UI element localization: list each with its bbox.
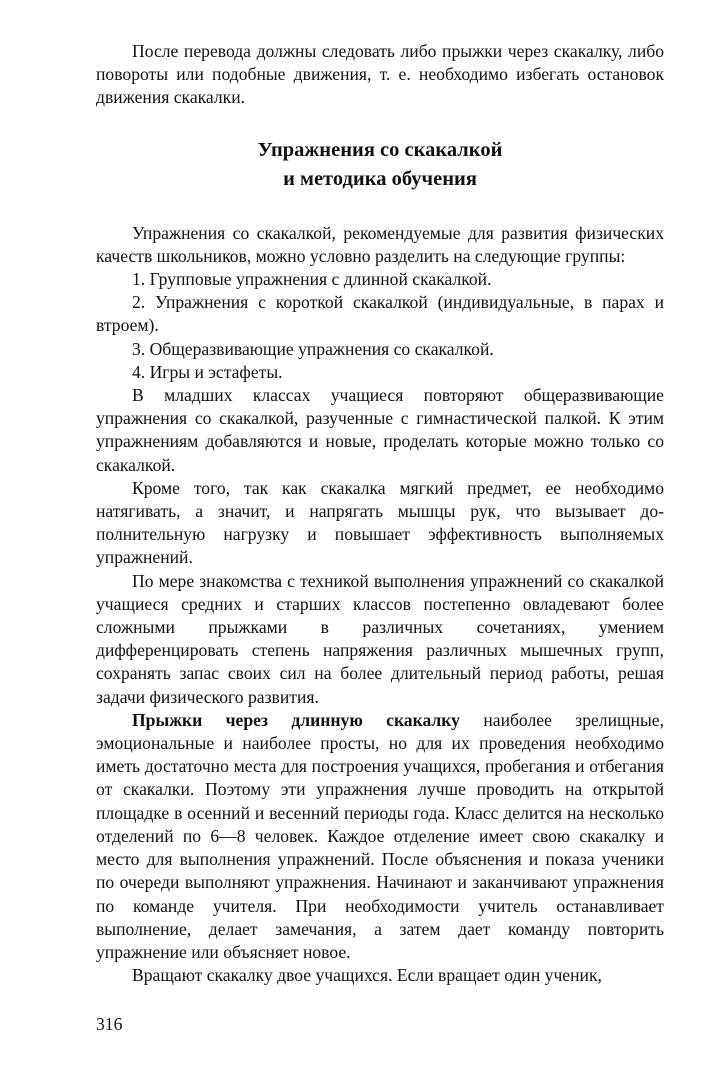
soft-object-paragraph: Кроме того, так как скакалка мягкий предмет, ее необходимо натягивать, а значит, и напрягать мышцы рук, что вызывает дополнительную нагрузку и повышает эффективность выполняемых упражнений. bbox=[96, 477, 664, 568]
junior-classes-paragraph: В младших классах учащиеся повторяют общеразвивающие упражнения со скакалкой, разученные с гимнастической палкой. К этим упражнениям добавляются и новые, проделать которые можно только со скакалкой. bbox=[96, 385, 664, 475]
senior-classes-paragraph: По мере знакомства с техникой выполнения упражнений со скакалкой учащиеся средних и старших классов постепенно овладевают более сложными прыжками в различных сочетаниях, умением дифференцировать степень напряжения различных мышечных групп, сохранять запас своих сил на более длительный период работы, решая задачи физического развития. bbox=[96, 570, 664, 707]
intro-paragraph: После перевода должны следовать либо прыжки через скакалку, либо повороты или подобные движения, т. е. необходимо избегать остановок движения скакалки. bbox=[96, 41, 664, 108]
exercise-groups-list bbox=[96, 268, 664, 384]
long-rope-text: наиболее зрелищные, эмоциональные и наиболее просты, но для их проведения необходимо иметь достаточно места для построения учащихся, пробегания и отбегания от скакалки. Поэтому эти упражнения лучше проводить на открытой площадке в осенний и весенний периоды года. Класс делится на несколько отделений по 6—8 человек. Каждое отделение имеет свою скакалку и место для выполнения упражнений. После объяснения и показа ученики по очереди выполняют упражнения. Начинают и заканчивают упражнения по команде учителя. При необходимости учитель останавливает выполнение, делает замечания, а затем дает команду повторить упражнение или объясняет новое. bbox=[96, 709, 664, 962]
section-title-line-2: и методика обучения bbox=[283, 167, 477, 190]
rotation-paragraph: Вращают скакалку двое учащихся. Если вращает один ученик, bbox=[132, 965, 602, 986]
list-item: 3. Общеразвивающие упражнения со скакалкой. bbox=[132, 338, 494, 359]
long-rope-paragraph bbox=[96, 709, 664, 964]
section-heading bbox=[96, 136, 664, 194]
page-number: 316 bbox=[96, 1014, 123, 1034]
groups-intro-paragraph: Упражнения со скакалкой, рекомендуемые для развития физических качеств школьников, можно условно разделить на следующие группы: bbox=[96, 222, 664, 266]
list-item: 4. Игры и эстафеты. bbox=[132, 361, 283, 382]
section-title-line-1: Упражнения со скакалкой bbox=[257, 138, 503, 161]
long-rope-term: Прыжки через длинную скакалку bbox=[132, 709, 460, 730]
list-item: 2. Упражнения с короткой скакалкой (индивидуальные, в парах и втроем). bbox=[96, 292, 664, 336]
book-page bbox=[96, 40, 664, 987]
list-item: 1. Групповые упражнения с длинной скакалкой. bbox=[132, 269, 492, 290]
